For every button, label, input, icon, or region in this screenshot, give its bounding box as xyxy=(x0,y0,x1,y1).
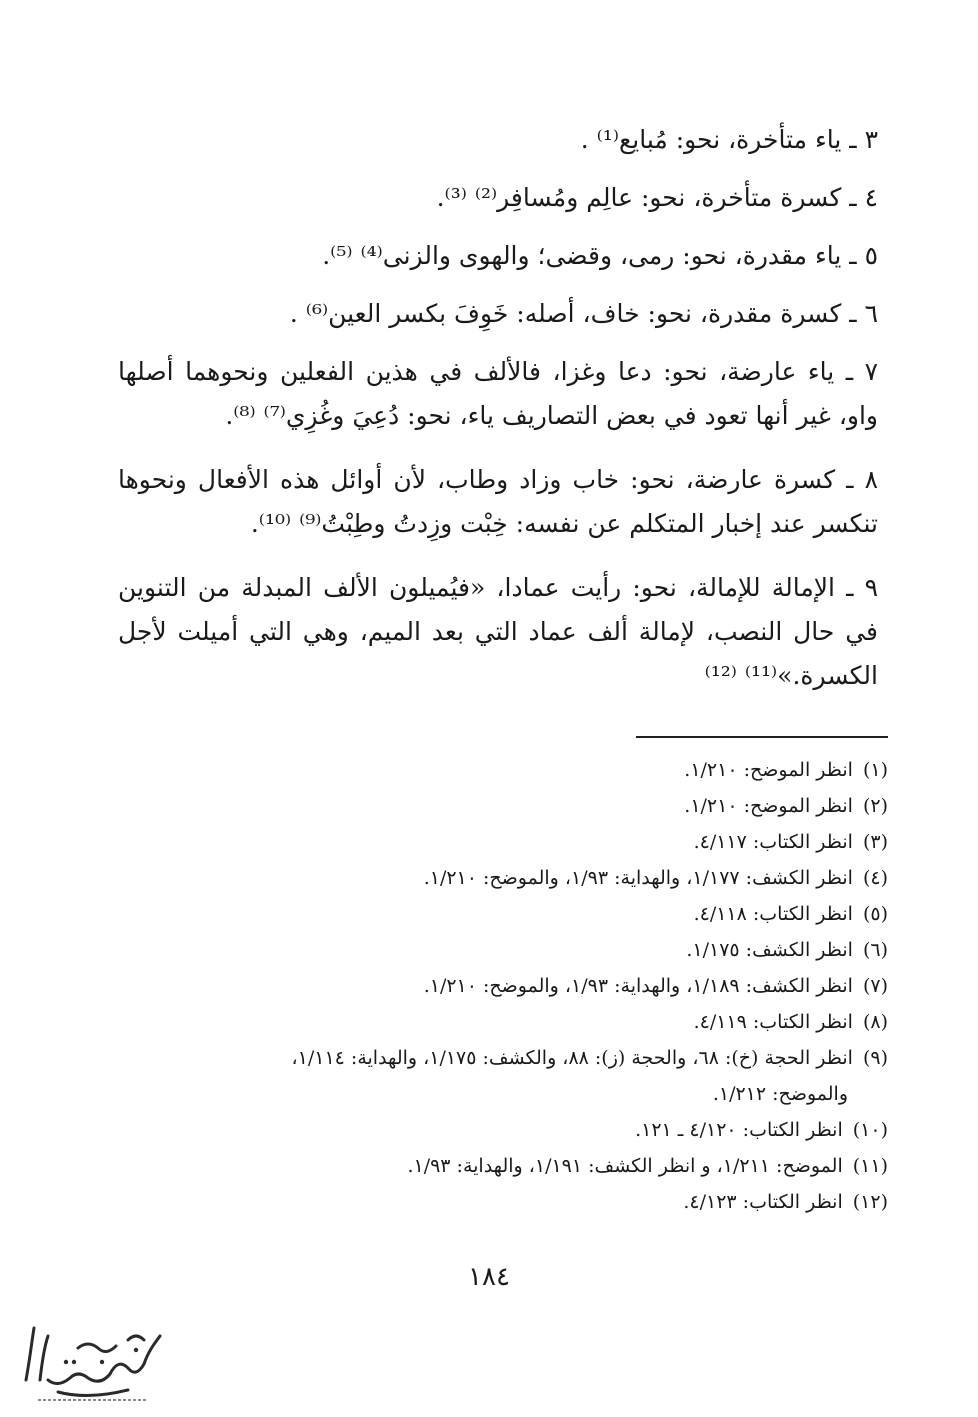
footnote-text: والموضح: ١/٢١٢. xyxy=(712,1083,848,1105)
footnote-number: (٩) xyxy=(862,1047,888,1069)
footnote-11 xyxy=(128,1148,888,1184)
footnote-6 xyxy=(128,932,888,968)
paragraph-7: ٧ ـ ياء عارضة، نحو: دعا وغزا، فالألف في هذين الفعلين ونحوهما أصلها واو، غير أنها تعود في بعض التصاريف ياء، نحو: دُعِيَ وغُزِي⁽⁷⁾ ⁽⁸⁾. xyxy=(118,357,878,430)
footnote-text: انظر الكشف: ١/١٨٩، والهداية: ١/٩٣، والموضح: ١/٢١٠. xyxy=(423,975,853,997)
footnote-number: (١٠) xyxy=(852,1119,888,1141)
calligraphy-watermark-logo xyxy=(18,1318,168,1408)
footnote-3 xyxy=(128,824,888,860)
footnote-number: (١٢) xyxy=(852,1191,888,1213)
footnote-text: انظر الكتاب: ٤/١١٧. xyxy=(693,831,853,853)
footnote-9 xyxy=(128,1040,888,1076)
footnote-text: انظر الموضح: ١/٢١٠. xyxy=(684,759,853,781)
footnote-text: انظر الكشف: ١/١٧٥. xyxy=(686,939,853,961)
paragraph-5: ٥ ـ ياء مقدرة، نحو: رمى، وقضى؛ والهوى والزنى⁽⁴⁾ ⁽⁵⁾. xyxy=(322,241,878,270)
footnotes xyxy=(128,752,888,1220)
watermark-logo-icon xyxy=(18,1318,168,1408)
footnote-12 xyxy=(128,1184,888,1220)
footnote-number: (٨) xyxy=(862,1011,888,1033)
footnote-number: (٦) xyxy=(862,939,888,961)
footnote-number: (٥) xyxy=(862,903,888,925)
page-number: ١٨٤ xyxy=(468,1262,510,1292)
footnote-1 xyxy=(128,752,888,788)
paragraph-9: ٩ ـ الإمالة للإمالة، نحو: رأيت عمادا، «فيُميلون الألف المبدلة من التنوين في حال النصب، لإمالة ألف عماد التي بعد الميم، وهي التي أميلت لأجل الكسرة.»⁽¹¹⁾ ⁽¹²⁾ xyxy=(118,573,878,690)
footnote-number: (٣) xyxy=(862,831,888,853)
footnote-text: انظر الموضح: ١/٢١٠. xyxy=(684,795,853,817)
paragraph-8: ٨ ـ كسرة عارضة، نحو: خاب وزاد وطاب، لأن أوائل هذه الأفعال ونحوها تنكسر عند إخبار المتكلم عن نفسه: خِبْت وزِدتُ وطِبْتُ⁽⁹⁾ ⁽¹⁰⁾. xyxy=(118,465,878,538)
footnote-number: (٧) xyxy=(862,975,888,997)
footnote-separator xyxy=(636,736,888,738)
footnote-text: انظر الحجة (خ): ٦٨، والحجة (ز): ٨٨، والكشف: ١/١٧٥، والهداية: ١/١١٤، xyxy=(291,1047,853,1069)
paragraph-3: ٣ ـ ياء متأخرة، نحو: مُبايع⁽¹⁾ . xyxy=(580,125,878,154)
footnote-9-continued xyxy=(128,1076,888,1112)
paragraph-6: ٦ ـ كسرة مقدرة، نحو: خاف، أصله: خَوِفَ بكسر العين⁽⁶⁾ . xyxy=(289,299,878,328)
footnote-8 xyxy=(128,1004,888,1040)
footnote-text: انظر الكتاب: ٤/١٢٣. xyxy=(683,1191,843,1213)
footnote-4 xyxy=(128,860,888,896)
footnote-text: الموضح: ١/٢١١، و انظر الكشف: ١/١٩١، والهداية: ١/٩٣. xyxy=(407,1155,843,1177)
footnote-text: انظر الكشف: ١/١٧٧، والهداية: ١/٩٣، والموضح: ١/٢١٠. xyxy=(423,867,853,889)
footnote-10 xyxy=(128,1112,888,1148)
footnote-2 xyxy=(128,788,888,824)
footnote-text: انظر الكتاب: ٤/١١٩. xyxy=(693,1011,853,1033)
footnote-7 xyxy=(128,968,888,1004)
footnote-text: انظر الكتاب: ٤/١١٨. xyxy=(693,903,853,925)
footnote-number: (٢) xyxy=(862,795,888,817)
paragraph-4: ٤ ـ كسرة متأخرة، نحو: عالِم ومُسافِر⁽²⁾ ⁽³⁾. xyxy=(436,183,878,212)
main-text xyxy=(118,118,878,718)
footnote-number: (٤) xyxy=(862,867,888,889)
footnote-5 xyxy=(128,896,888,932)
footnote-number: (١١) xyxy=(852,1155,888,1177)
footnote-text: انظر الكتاب: ٤/١٢٠ ـ ١٢١. xyxy=(635,1119,843,1141)
footnote-number: (١) xyxy=(862,759,888,781)
